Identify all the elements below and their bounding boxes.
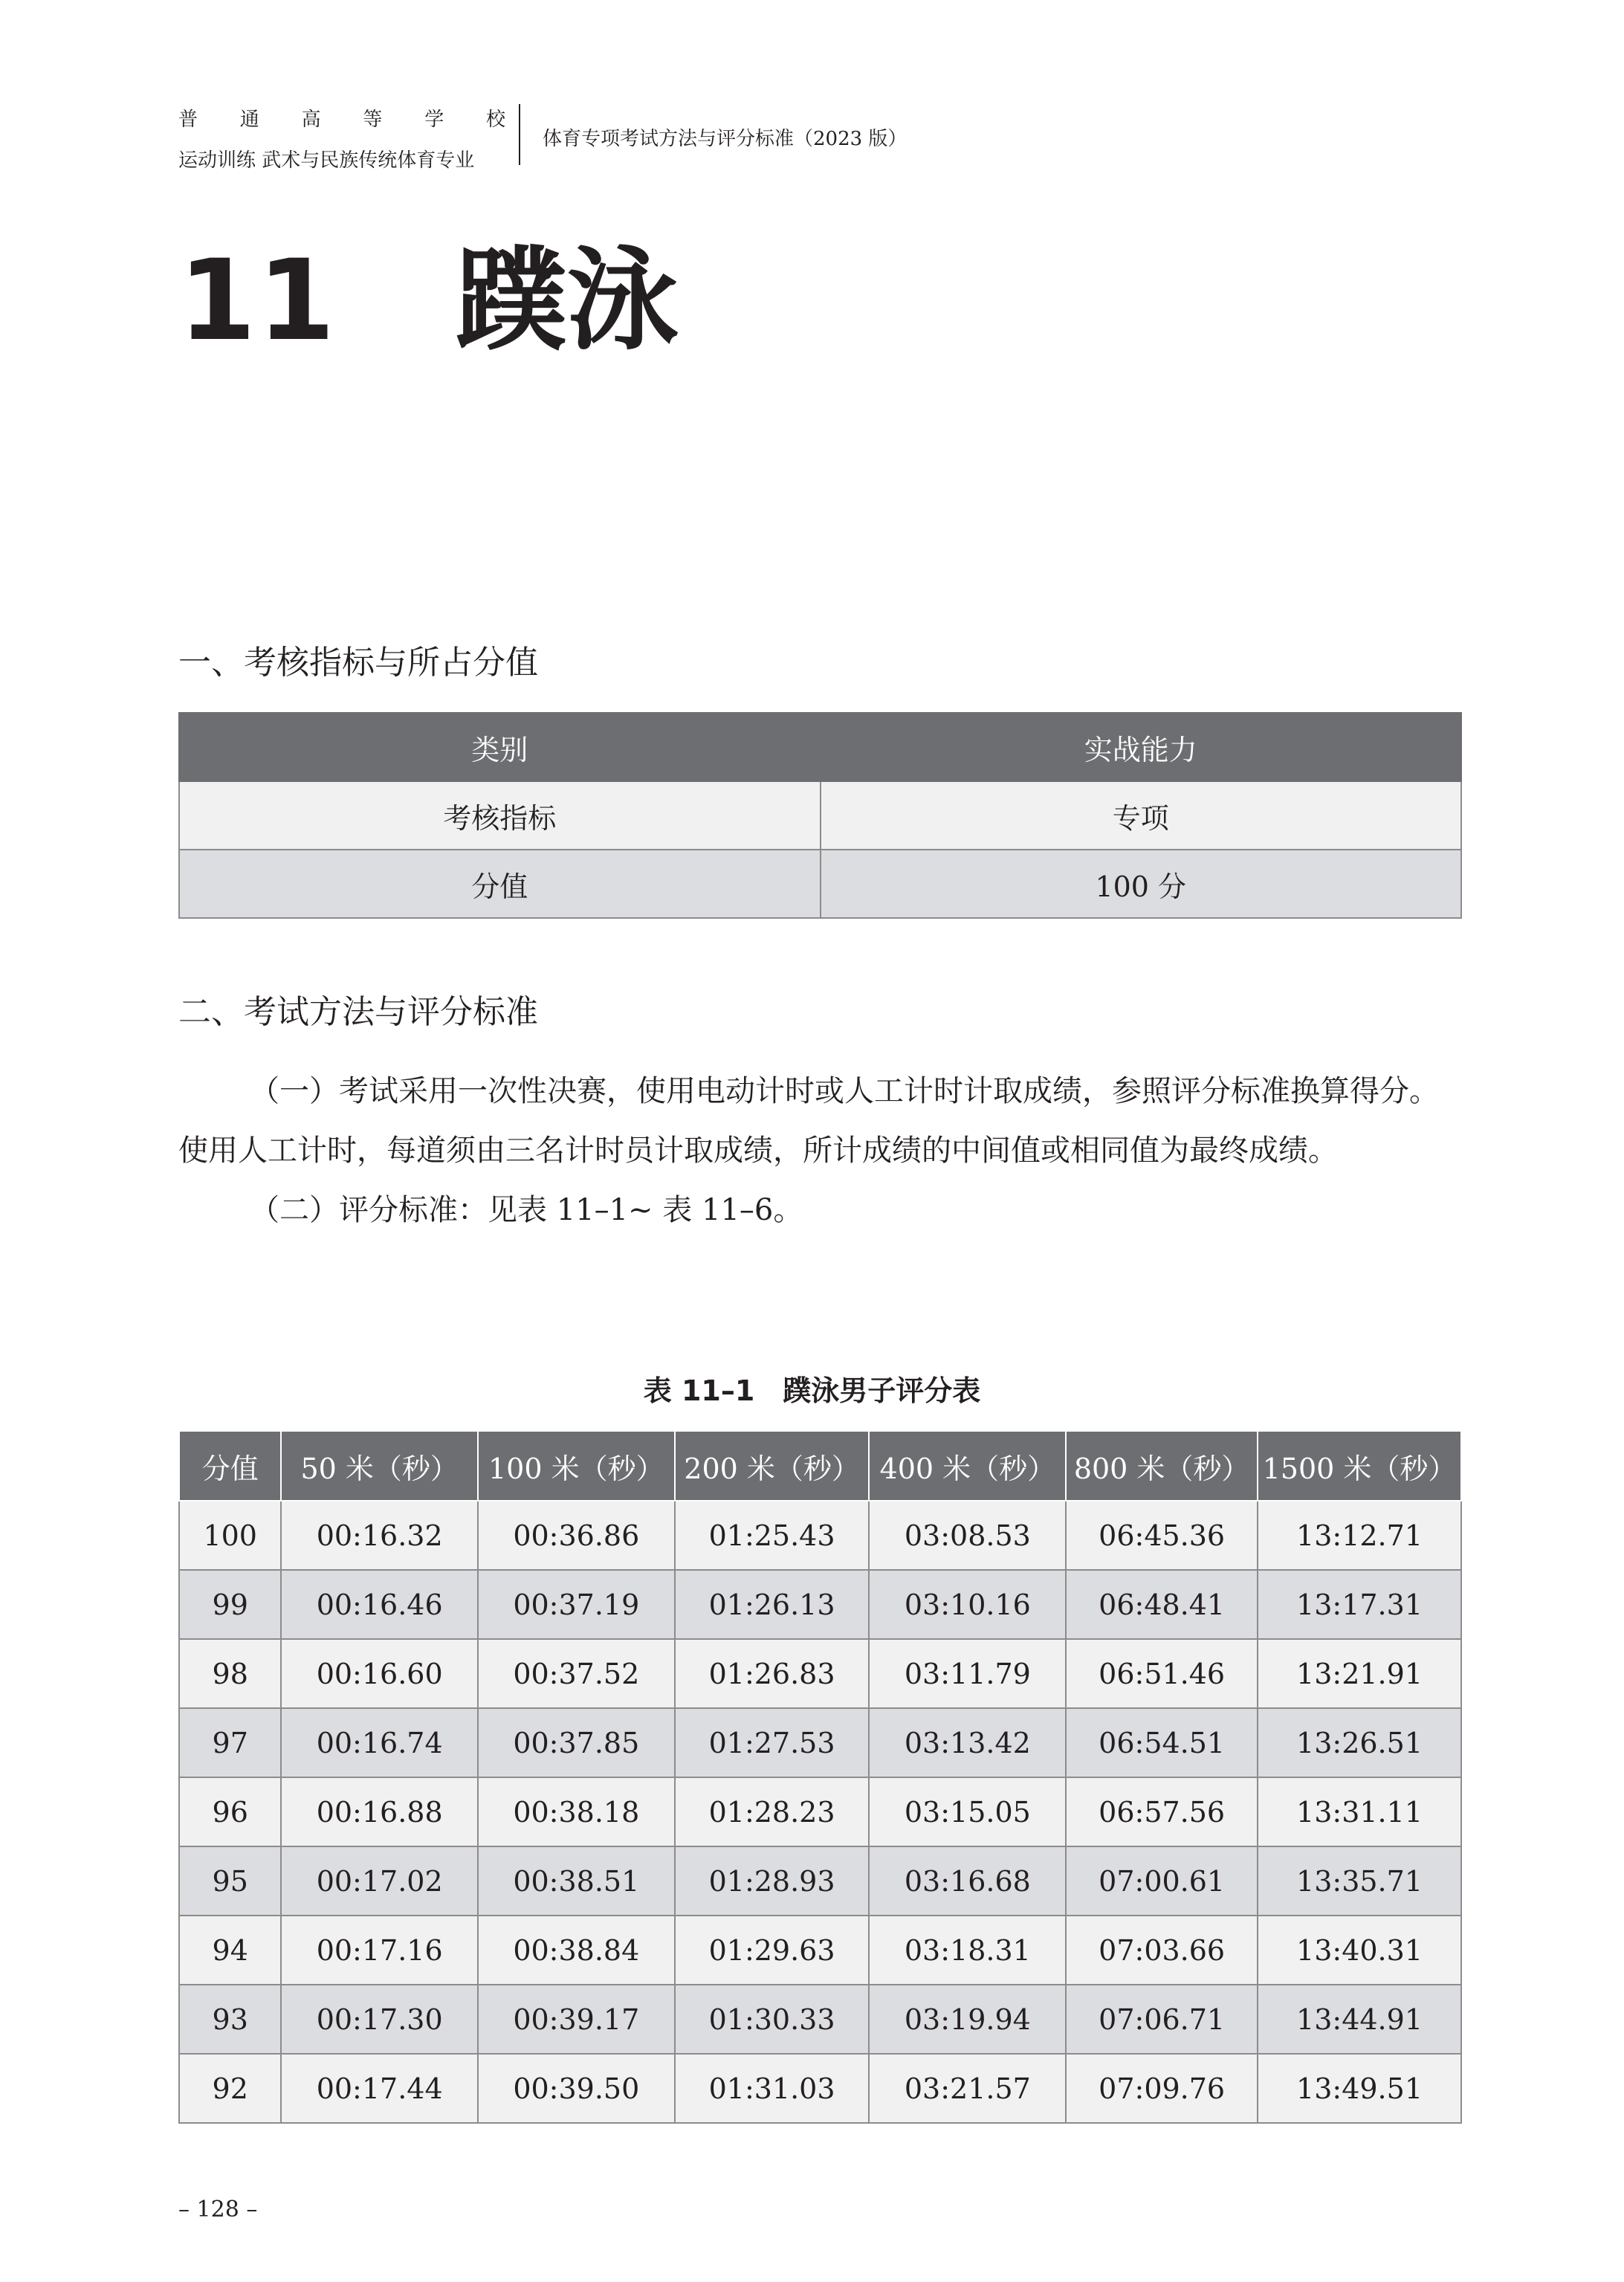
table-cell: 100 bbox=[179, 1501, 281, 1570]
column-header: 200 米（秒） bbox=[675, 1431, 870, 1501]
table-cell: 06:48.41 bbox=[1066, 1570, 1258, 1639]
table-cell: 00:36.86 bbox=[478, 1501, 675, 1570]
method-paragraphs bbox=[178, 1061, 1464, 1240]
table-cell: 97 bbox=[179, 1708, 281, 1777]
table-row bbox=[179, 781, 1461, 850]
table-cell: 01:26.13 bbox=[675, 1570, 870, 1639]
table-cell: 13:17.31 bbox=[1258, 1570, 1461, 1639]
table-cell: 03:13.42 bbox=[869, 1708, 1066, 1777]
table-cell: 01:26.83 bbox=[675, 1639, 870, 1708]
table-row bbox=[179, 1846, 1461, 1916]
header-school-type bbox=[178, 104, 505, 132]
table-cell: 00:16.88 bbox=[281, 1777, 478, 1846]
table-cell: 07:06.71 bbox=[1066, 1985, 1258, 2054]
table-cell: 01:31.03 bbox=[675, 2054, 870, 2123]
table-cell: 13:49.51 bbox=[1258, 2054, 1461, 2123]
header-char: 等 bbox=[363, 109, 383, 131]
column-header: 400 米（秒） bbox=[869, 1431, 1066, 1501]
table-cell: 06:54.51 bbox=[1066, 1708, 1258, 1777]
table-cell: 99 bbox=[179, 1570, 281, 1639]
table-cell: 06:45.36 bbox=[1066, 1501, 1258, 1570]
table-cell: 01:27.53 bbox=[675, 1708, 870, 1777]
table-cell: 00:16.32 bbox=[281, 1501, 478, 1570]
table-cell: 07:09.76 bbox=[1066, 2054, 1258, 2123]
table-cell: 13:44.91 bbox=[1258, 1985, 1461, 2054]
column-header: 800 米（秒） bbox=[1066, 1431, 1258, 1501]
table-cell: 07:03.66 bbox=[1066, 1916, 1258, 1985]
table-row bbox=[179, 1708, 1461, 1777]
table-cell: 98 bbox=[179, 1639, 281, 1708]
table-cell: 03:21.57 bbox=[869, 2054, 1066, 2123]
table-row bbox=[179, 2054, 1461, 2123]
table-cell: 03:08.53 bbox=[869, 1501, 1066, 1570]
table-cell: 分值 bbox=[179, 850, 821, 918]
table-cell: 00:38.18 bbox=[478, 1777, 675, 1846]
table-cell: 13:40.31 bbox=[1258, 1916, 1461, 1985]
table-cell: 03:11.79 bbox=[869, 1639, 1066, 1708]
header-char: 通 bbox=[239, 109, 259, 131]
table-cell: 03:10.16 bbox=[869, 1570, 1066, 1639]
header-book-title: 体育专项考试方法与评分标准（2023 版） bbox=[543, 128, 908, 150]
table-header-row bbox=[179, 1431, 1461, 1501]
page-number: – 128 – bbox=[178, 2197, 258, 2223]
table-cell: 00:16.74 bbox=[281, 1708, 478, 1777]
table-cell: 00:17.16 bbox=[281, 1916, 478, 1985]
table-cell: 00:39.17 bbox=[478, 1985, 675, 2054]
header-major: 运动训练 武术与民族传统体育专业 bbox=[178, 149, 475, 172]
table-cell: 13:26.51 bbox=[1258, 1708, 1461, 1777]
section-2-title: 二、考试方法与评分标准 bbox=[178, 993, 538, 1031]
table-header-cell: 实战能力 bbox=[821, 713, 1462, 781]
table-row bbox=[179, 1916, 1461, 1985]
table-cell: 03:15.05 bbox=[869, 1777, 1066, 1846]
chapter-title: 蹼泳 bbox=[455, 236, 679, 366]
table-cell: 13:35.71 bbox=[1258, 1846, 1461, 1916]
table-cell: 07:00.61 bbox=[1066, 1846, 1258, 1916]
table-cell: 00:17.30 bbox=[281, 1985, 478, 2054]
table-cell: 专项 bbox=[821, 781, 1462, 850]
table-cell: 95 bbox=[179, 1846, 281, 1916]
table-cell: 01:29.63 bbox=[675, 1916, 870, 1985]
running-header-left bbox=[178, 104, 505, 172]
table-row bbox=[179, 1639, 1461, 1708]
table-cell: 94 bbox=[179, 1916, 281, 1985]
header-char: 学 bbox=[424, 109, 444, 131]
table-cell: 13:12.71 bbox=[1258, 1501, 1461, 1570]
table-row bbox=[179, 1501, 1461, 1570]
table-cell: 00:16.60 bbox=[281, 1639, 478, 1708]
table-cell: 03:16.68 bbox=[869, 1846, 1066, 1916]
column-header: 1500 米（秒） bbox=[1258, 1431, 1461, 1501]
table-cell: 00:38.51 bbox=[478, 1846, 675, 1916]
section-1-title: 一、考核指标与所占分值 bbox=[178, 644, 538, 682]
table-cell: 01:25.43 bbox=[675, 1501, 870, 1570]
table-cell: 03:19.94 bbox=[869, 1985, 1066, 2054]
table-row bbox=[179, 850, 1461, 918]
table-cell: 13:31.11 bbox=[1258, 1777, 1461, 1846]
table-cell: 00:17.02 bbox=[281, 1846, 478, 1916]
table-cell: 93 bbox=[179, 1985, 281, 2054]
table-cell: 00:16.46 bbox=[281, 1570, 478, 1639]
table-cell: 00:37.52 bbox=[478, 1639, 675, 1708]
table-row bbox=[179, 1985, 1461, 2054]
indicator-table bbox=[178, 712, 1462, 919]
table-cell: 00:37.85 bbox=[478, 1708, 675, 1777]
table-caption: 表 11–1 蹼泳男子评分表 bbox=[643, 1374, 981, 1407]
table-row bbox=[179, 1777, 1461, 1846]
table-cell: 92 bbox=[179, 2054, 281, 2123]
table-cell: 00:17.44 bbox=[281, 2054, 478, 2123]
table-cell: 100 分 bbox=[821, 850, 1462, 918]
header-divider bbox=[519, 104, 520, 165]
table-cell: 00:39.50 bbox=[478, 2054, 675, 2123]
header-char: 普 bbox=[178, 109, 198, 131]
table-cell: 03:18.31 bbox=[869, 1916, 1066, 1985]
table-row bbox=[179, 1570, 1461, 1639]
chapter-number: 11 bbox=[178, 236, 337, 366]
column-header: 50 米（秒） bbox=[281, 1431, 478, 1501]
table-cell: 06:57.56 bbox=[1066, 1777, 1258, 1846]
scoring-table bbox=[178, 1430, 1462, 2124]
header-char: 校 bbox=[485, 109, 505, 131]
table-header-cell: 类别 bbox=[179, 713, 821, 781]
column-header: 100 米（秒） bbox=[478, 1431, 675, 1501]
table-cell: 13:21.91 bbox=[1258, 1639, 1461, 1708]
column-header: 分值 bbox=[179, 1431, 281, 1501]
header-char: 高 bbox=[301, 109, 321, 131]
paragraph-standard-ref: （二）评分标准：见表 11–1~ 表 11–6。 bbox=[250, 1193, 803, 1227]
table-cell: 01:28.93 bbox=[675, 1846, 870, 1916]
table-cell: 考核指标 bbox=[179, 781, 821, 850]
table-cell: 00:37.19 bbox=[478, 1570, 675, 1639]
chapter-heading bbox=[178, 236, 679, 366]
table-cell: 06:51.46 bbox=[1066, 1639, 1258, 1708]
table-cell: 01:30.33 bbox=[675, 1985, 870, 2054]
table-cell: 96 bbox=[179, 1777, 281, 1846]
table-cell: 01:28.23 bbox=[675, 1777, 870, 1846]
paragraph-exam-method: （一）考试采用一次性决赛，使用电动计时或人工计时计取成绩，参照评分标准换算得分。使用人工计时，每道须由三名计时员计取成绩，所计成绩的中间值或相同值为最终成绩。 bbox=[178, 1074, 1439, 1168]
table-cell: 00:38.84 bbox=[478, 1916, 675, 1985]
